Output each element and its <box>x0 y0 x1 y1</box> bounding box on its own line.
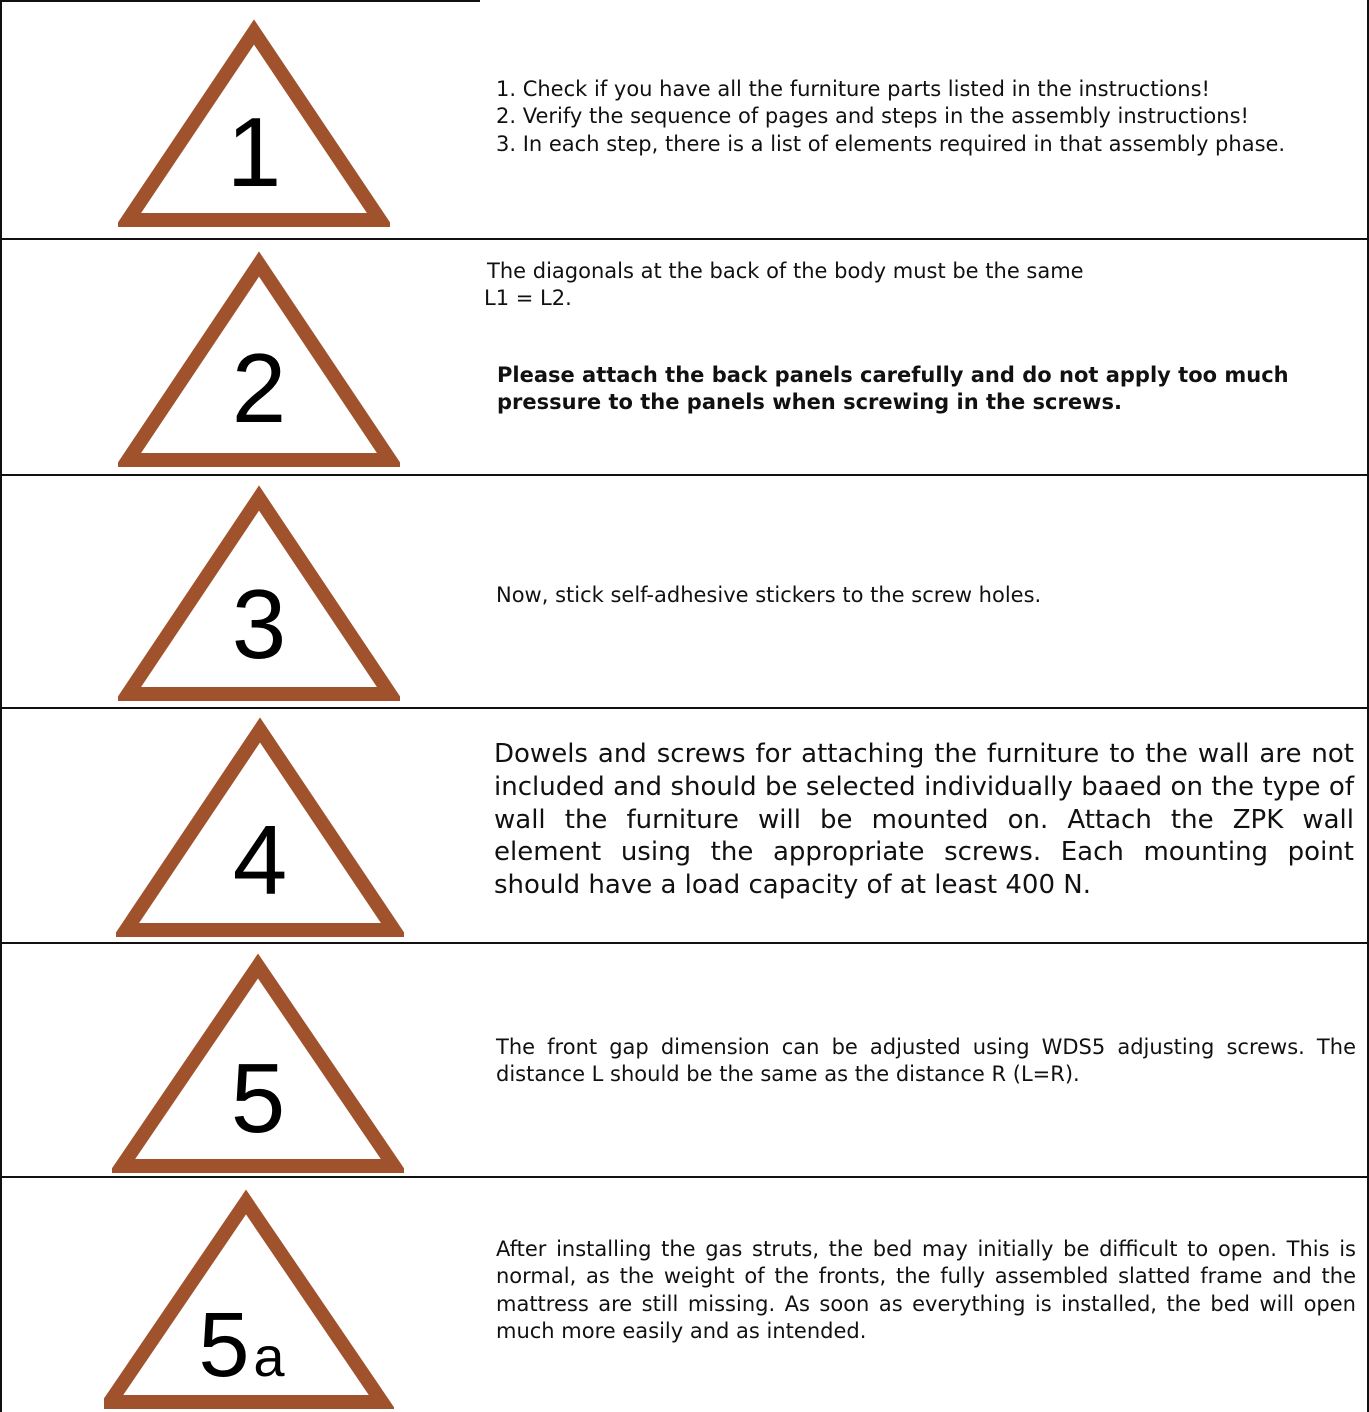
row-divider <box>0 707 1369 709</box>
row-5-text: The front gap dimension can be adjusted using WDS5 adjusting screws. The distance L should be the same as the distance R (L=R). <box>496 1035 1356 1087</box>
instruction-line: 1. Check if you have all the furniture parts listed in the instructions! <box>496 77 1210 101</box>
instruction-line: The diagonals at the back of the body must be the same <box>487 259 1084 283</box>
sign-number: 1 <box>226 97 282 207</box>
instruction-line: L1 = L2. <box>484 286 572 311</box>
table-top-border <box>0 0 480 2</box>
row-divider <box>0 238 1369 240</box>
row-divider <box>0 1176 1369 1178</box>
warning-triangle-icon <box>104 1188 394 1412</box>
row-2-bold-note: Please attach the back panels carefully and do not apply too much pressure to the panels when screwing in the screws. <box>497 363 1289 415</box>
row-1-text <box>496 76 1356 158</box>
sign-number: 5 <box>230 1043 286 1153</box>
sign-number: 5 <box>198 1294 250 1396</box>
row-6-text: After installing the gas struts, the bed may initially be difficult to open. This is normal, as the weight of the fronts, the fully assembled slatted frame and the mattress are still missing. As soon as everything is installed, the bed will open much more easily and as intended. <box>496 1237 1356 1343</box>
sign-suffix: a <box>253 1325 285 1388</box>
table-left-border <box>0 0 2 1412</box>
warning-triangle-icon <box>118 484 400 702</box>
warning-triangle-icon <box>118 250 400 468</box>
row-divider <box>0 474 1369 476</box>
row-2-text <box>484 258 1354 313</box>
row-4-text: Dowels and screws for attaching the furniture to the wall are not included and should be selected individually baaed on the type of wall the furniture will be mounted on. Attach the ZPK wall element using the appropriate screws. Each mounting point should have a load capacity of at least 400 N. <box>494 739 1354 900</box>
sign-number: 3 <box>231 569 287 679</box>
sign-number: 2 <box>231 333 287 443</box>
row-divider <box>0 942 1369 944</box>
warning-triangle-icon <box>118 18 390 228</box>
instruction-line: 3. In each step, there is a list of elements required in that assembly phase. <box>496 131 1286 156</box>
instruction-line: 2. Verify the sequence of pages and steps in the assembly instructions! <box>496 104 1249 129</box>
warning-triangle-icon <box>112 952 404 1174</box>
row-3-text: Now, stick self-adhesive stickers to the screw holes. <box>496 583 1042 607</box>
warning-triangle-icon <box>116 716 404 938</box>
sign-number: 4 <box>232 805 288 915</box>
